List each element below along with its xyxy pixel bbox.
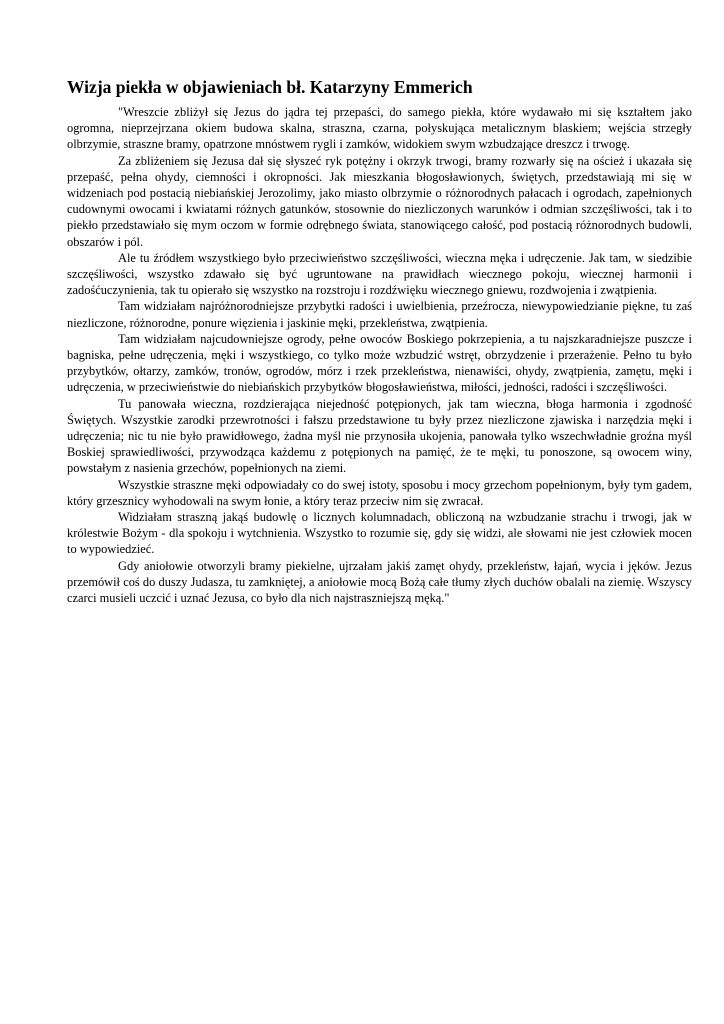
paragraph: Widziałam straszną jakąś budowlę o licznych kolumnadach, obliczoną na wzbudzanie strachu i trwogi, jak w królestwie Bożym - dla spokoju i wytchnienia. Wszystko to rozumie się, gdy się widzi, ale słowami nie jest człowiek mocen to wypowiedzieć. [67,510,692,557]
paragraph: Tu panowała wieczna, rozdzierająca niejedność potępionych, jak tam wieczna, błoga harmonia i zgodność Świętych. Wszystkie zarodki przewrotności i fałszu przedstawione tu były przez niezliczone zjawiska i narzędzia męki i udręczenia; nic tu nie było prawidłowego, żadna myśl nie przynosiła ukojenia, panowała tylko wszechwładnie groźna myśl Boskiej sprawiedliwości, przywodząca każdemu z potępionych na pamięć, że te męki, tu ponoszone, są owocem winy, powstałym z nasienia grzechów, popełnionych na ziemi. [67,396,692,476]
paragraph: "Wreszcie zbliżył się Jezus do jądra tej przepaści, do samego piekła, które wydawało mi się kształtem jako ogromna, nieprzejrzana okiem budowa skalna, straszna, czarna, połyskująca metalicznym blaskiem; wejścia strzegły olbrzymie, straszne bramy, opatrzone mnóstwem rygli i zamków, widokiem swym wzbudzające dreszcz i trwogę. [67,105,692,152]
paragraph: Gdy aniołowie otworzyli bramy piekielne, ujrzałam jakiś zamęt ohydy, przekleństw, łajań, wycia i jęków. Jezus przemówił coś do duszy Judasza, tu zamkniętej, a aniołowie mocą Bożą całe tłumy złych duchów obalali na ziemię. Wszyscy czarci musieli uczcić i uznać Jezusa, co było dla nich najstraszniejszą męką." [67,558,692,606]
document-page [67,76,692,606]
paragraph: Za zbliżeniem się Jezusa dał się słyszeć ryk potężny i okrzyk trwogi, bramy rozwarły się na oścież i ukazała się przepaść, pełna ohydy, ciemności i okropności. Jak mieszkania błogosławionych, świętych, przedstawiają mi się w widzeniach pod postacią niebiańskiej Jerozolimy, jako miasto olbrzymie o różnorodnych pałacach i ogrodach, zapełnionych cudownymi owocami i kwiatami różnych gatunków, stosownie do niezliczonych warunków i odmian szczęśliwości, tak i to piekło przedstawiało się mym oczom w formie odrębnego świata, stanowiącego całość, pod postacią różnorodnych budowli, obszarów i pól. [67,153,692,249]
paragraph: Wszystkie straszne męki odpowiadały co do swej istoty, sposobu i mocy grzechom popełnionym, były tym gadem, który grzesznicy wyhodowali na swym łonie, a który teraz przeciw nim się zwracał. [67,477,692,508]
paragraph: Tam widziałam najróżnorodniejsze przybytki radości i uwielbienia, przeźrocza, niewypowiedzianie piękne, tu zaś niezliczone, różnorodne, ponure więzienia i jaskinie męki, przekleństwa, zwątpienia. [67,299,692,330]
document-title: Wizja piekła w objawieniach bł. Katarzyny Emmerich [67,77,473,97]
paragraph: Ale tu źródłem wszystkiego było przeciwieństwo szczęśliwości, wieczna męka i udręczenie. Jak tam, w siedzibie szczęśliwości, wszystko zdawało się być ugruntowane na prawidłach wiecznego pokoju, wiecznej harmonii i zadośćuczynienia, tak tu opierało się wszystko na rozstroju i rozdźwięku wiecznego gniewu, rozdwojenia i zwątpienia. [67,250,692,298]
paragraph: Tam widziałam najcudowniejsze ogrody, pełne owoców Boskiego pokrzepienia, a tu najszkaradniejsze puszcze i bagniska, pełne udręczenia, męki i wszystkiego, co tylko może wzbudzić wstręt, obrzydzenie i przerażenie. Pełno tu było przybytków, ołtarzy, zamków, tronów, ogrodów, mórz i rzek przekleństwa, nienawiści, ohydy, zwątpienia, zamętu, męki i udręczenia, w przeciwieństwie do niebiańskich przybytków błogosławieństwa, miłości, jedności, radości i szczęśliwości. [67,331,692,395]
document-body [67,104,692,606]
